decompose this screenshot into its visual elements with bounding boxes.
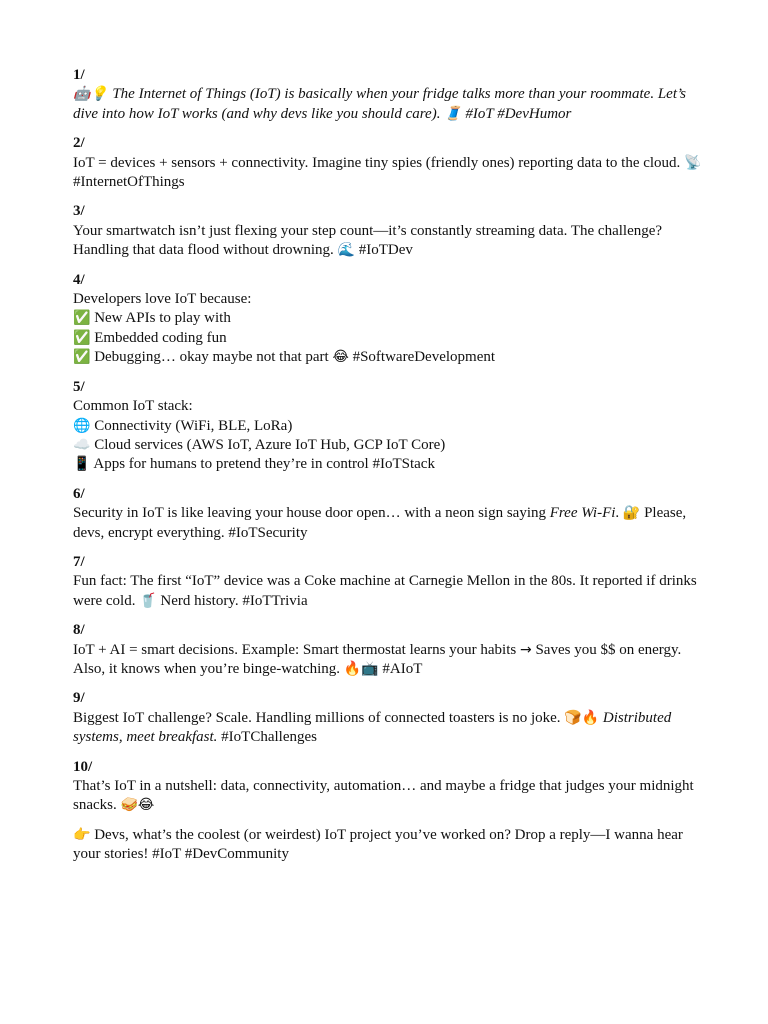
check-mark-icon: ✅	[73, 329, 91, 346]
post-text: Debugging… okay maybe not that part	[90, 349, 333, 366]
post-line	[73, 826, 703, 865]
pointing-right-icon: 👉	[73, 826, 91, 843]
post-text: Security in IoT is like leaving your house door open… with a neon sign saying	[73, 505, 550, 522]
cup-with-straw-icon: 🥤	[139, 592, 157, 609]
thread-post-6	[73, 485, 703, 543]
post-line	[73, 329, 703, 348]
thread-post-1	[73, 66, 703, 124]
post-text: IoT = devices + sensors + connectivity. Imagine tiny spies (friendly ones) reporting data to the cloud.	[73, 154, 685, 171]
thread-post-8	[73, 621, 703, 679]
post-number: 2/	[73, 135, 85, 152]
post-number: 6/	[73, 485, 85, 502]
right-arrow-icon: →	[519, 641, 532, 658]
thread-post-4	[73, 271, 703, 368]
post-number: 9/	[73, 690, 85, 707]
post-text: New APIs to play with	[90, 310, 231, 327]
thread-post-9	[73, 689, 703, 747]
check-mark-icon: ✅	[73, 349, 91, 366]
post-text: Fun fact: The first “IoT” device was a Coke machine at Carnegie Mellon in the 80s. It reported if drinks were cold.	[73, 573, 697, 609]
laughing-face-icon: 😂	[332, 349, 349, 366]
post-line	[73, 709, 703, 748]
post-line	[73, 777, 703, 816]
post-number: 3/	[73, 203, 85, 220]
post-line	[73, 154, 703, 193]
post-line	[73, 436, 703, 455]
post-number: 7/	[73, 553, 85, 570]
bread-fire-icon: 🍞🔥	[564, 709, 600, 726]
thread-document	[73, 66, 703, 875]
post-text: .	[615, 505, 623, 522]
post-text: The Internet of Things (IoT) is basically when your fridge talks more than your roommate. Let’s dive into how IoT works (and why devs like you should care).	[73, 86, 686, 122]
post-text: #InternetOfThings	[73, 174, 185, 191]
post-line	[73, 455, 703, 474]
post-text: Saves you $$ on energy. Also, it knows when you’re binge-watching.	[73, 641, 682, 677]
globe-icon: 🌐	[73, 417, 91, 434]
post-text: Distributed systems, meet breakfast.	[73, 709, 672, 746]
post-number: 10/	[73, 758, 93, 775]
post-text: Apps for humans to pretend they’re in control #IoTStack	[90, 456, 435, 473]
cloud-icon: ☁️	[73, 436, 91, 453]
fire-television-icon: 🔥📺	[343, 660, 379, 677]
post-text: #SoftwareDevelopment	[348, 349, 496, 366]
post-text: That’s IoT in a nutshell: data, connectivity, automation… and maybe a fridge that judges your midnight snacks.	[73, 778, 694, 814]
post-line	[73, 417, 703, 436]
check-mark-icon: ✅	[73, 310, 91, 327]
post-number: 8/	[73, 622, 85, 639]
post-line	[73, 222, 703, 261]
satellite-antenna-icon: 📡	[684, 154, 702, 171]
thread-icon: 🧵	[444, 105, 462, 122]
post-text: Cloud services (AWS IoT, Azure IoT Hub, GCP IoT Core)	[90, 436, 446, 453]
thread-post-10	[73, 758, 703, 816]
post-line	[73, 397, 703, 416]
post-text: #IoT #DevHumor	[461, 105, 572, 122]
post-text: #IoTChallenges	[217, 729, 317, 746]
sandwich-laughing-icon: 🥪😂	[120, 797, 155, 814]
post-text: Devs, what’s the coolest (or weirdest) IoT project you’ve worked on? Drop a reply—I wanna hear your stories! #IoT #DevCommunity	[73, 826, 683, 863]
lock-key-icon: 🔐	[622, 505, 641, 522]
post-line	[73, 348, 703, 367]
wave-icon: 🌊	[337, 242, 355, 259]
post-line	[73, 504, 703, 543]
post-text: Free Wi-Fi	[549, 505, 616, 522]
post-text: Developers love IoT because:	[73, 291, 252, 308]
post-number: 5/	[73, 378, 85, 395]
thread-post-3	[73, 202, 703, 260]
post-text: Connectivity (WiFi, BLE, LoRa)	[90, 417, 293, 434]
post-line	[73, 290, 703, 309]
post-text: #IoTDev	[354, 242, 413, 259]
thread-post-7	[73, 553, 703, 611]
post-text: Please, devs, encrypt everything. #IoTSecurity	[73, 505, 687, 541]
mobile-phone-icon: 📱	[73, 456, 91, 473]
post-text: Your smartwatch isn’t just flexing your step count—it’s constantly streaming data. The challenge? Handling that data flood without drowning.	[73, 222, 663, 259]
thread-closing-post	[73, 826, 703, 865]
post-text: #AIoT	[378, 660, 423, 677]
thread-post-2	[73, 134, 703, 192]
thread-post-5	[73, 378, 703, 475]
post-number: 1/	[73, 67, 85, 83]
post-text: Biggest IoT challenge? Scale. Handling millions of connected toasters is no joke.	[73, 709, 565, 726]
post-line	[73, 309, 703, 328]
post-line	[73, 85, 703, 124]
post-text: Common IoT stack:	[73, 398, 193, 415]
post-text: Nerd history. #IoTTrivia	[156, 592, 308, 609]
robot-lightbulb-icon: 🤖💡	[73, 86, 113, 103]
post-text: Embedded coding fun	[90, 329, 227, 346]
post-text: IoT + AI = smart decisions. Example: Smart thermostat learns your habits	[73, 641, 520, 658]
post-line	[73, 572, 703, 611]
post-number: 4/	[73, 271, 85, 288]
post-line	[73, 641, 703, 680]
